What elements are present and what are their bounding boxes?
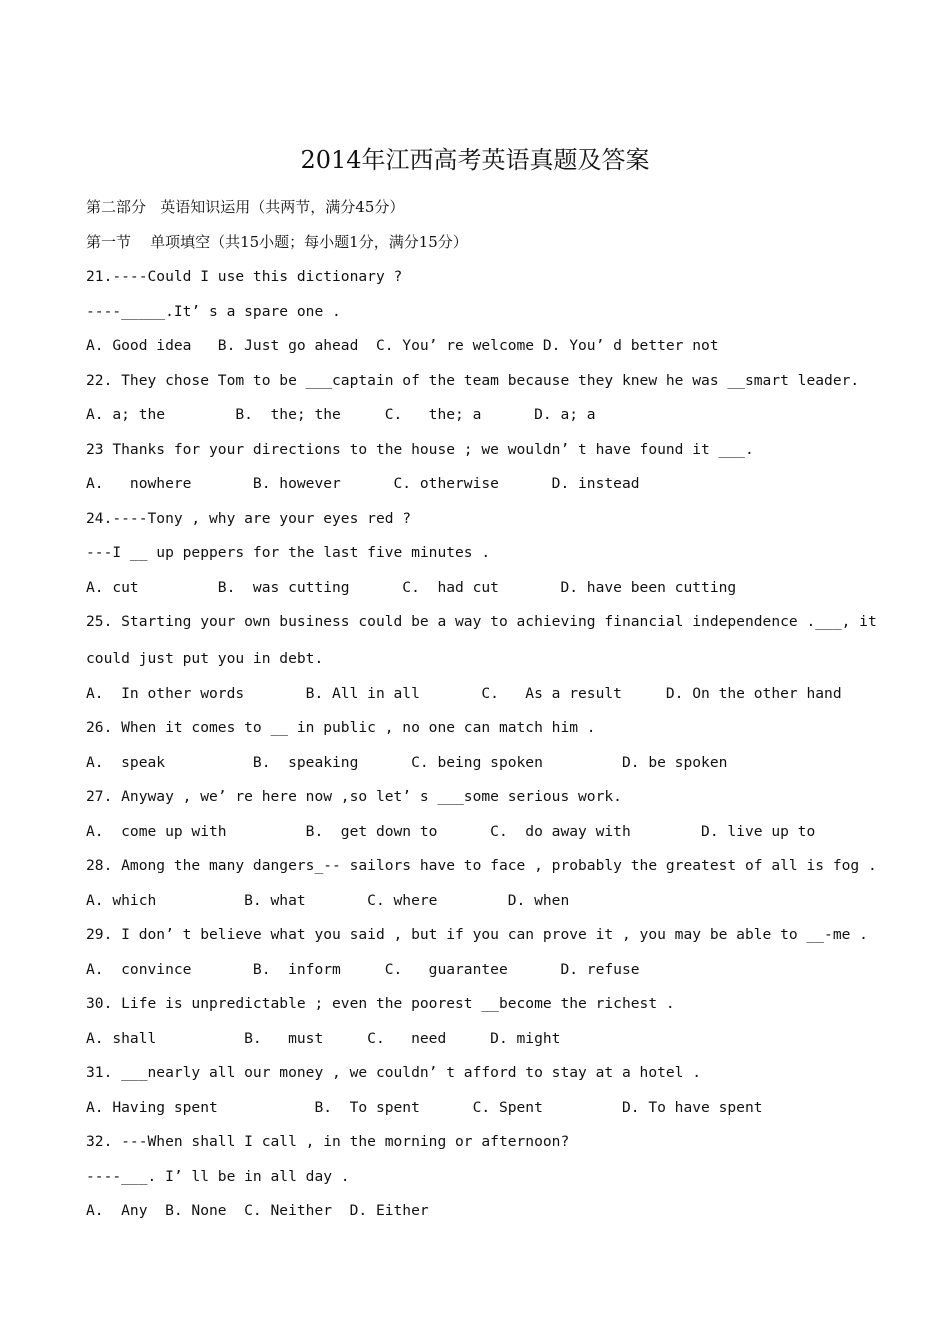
question-28-options: A. which B. what C. where D. when [86,892,570,909]
document-title: 2014年江西高考英语真题及答案 [300,146,650,174]
question-32-reply: ----___. I’ ll be in all day . [86,1168,350,1185]
question-21-stem: 21.----Could I use this dictionary ? [86,268,403,285]
question-25-options: A. In other words B. All in all C. As a result D. On the other hand [86,685,842,702]
question-32-stem: 32. ---When shall I call , in the morning or afternoon? [86,1133,570,1150]
question-21-options: A. Good idea B. Just go ahead C. You’ re welcome D. You’ d better not [86,337,719,354]
question-27-stem: 27. Anyway , we’ re here now ,so let’ s ___some serious work. [86,788,622,805]
section-heading: 第二部分 英语知识运用（共两节，满分45分） [86,198,405,216]
question-26-options: A. speak B. speaking C. being spoken D. be spoken [86,754,728,771]
question-31-stem: 31. ___nearly all our money , we couldn’ t afford to stay at a hotel . [86,1064,702,1081]
question-24-options: A. cut B. was cutting C. had cut D. have been cutting [86,579,737,596]
question-24-stem: 24.----Tony , why are your eyes red ? [86,510,412,527]
question-28-stem: 28. Among the many dangers_-- sailors have to face , probably the greatest of all is fog . [86,857,877,874]
question-22-options: A. a; the B. the; the C. the; a D. a; a [86,406,596,423]
subsection-heading: 第一节 单项填空（共15小题；每小题1分，满分15分） [86,233,468,251]
question-26-stem: 26. When it comes to __ in public , no one can match him . [86,719,596,736]
question-24-reply: ---I __ up peppers for the last five minutes . [86,544,491,561]
question-21-reply: ----_____.It’ s a spare one . [86,303,341,320]
question-25-stem: 25. Starting your own business could be a way to achieving financial independence .___, it [86,613,877,630]
question-29-options: A. convince B. inform C. guarantee D. refuse [86,961,640,978]
question-22-stem: 22. They chose Tom to be ___captain of the team because they knew he was __smart leader. [86,372,860,389]
question-32-options: A. Any B. None C. Neither D. Either [86,1202,429,1219]
question-23-stem: 23 Thanks for your directions to the house ; we wouldn’ t have found it ___. [86,441,754,458]
question-31-options: A. Having spent B. To spent C. Spent D. To have spent [86,1099,763,1116]
question-30-stem: 30. Life is unpredictable ; even the poorest __become the richest . [86,995,675,1012]
question-23-options: A. nowhere B. however C. otherwise D. instead [86,475,640,492]
question-27-options: A. come up with B. get down to C. do away with D. live up to [86,823,816,840]
question-30-options: A. shall B. must C. need D. might [86,1030,561,1047]
question-29-stem: 29. I don’ t believe what you said , but if you can prove it , you may be able to __-me . [86,926,868,943]
question-25-stem-continued: could just put you in debt. [86,650,324,667]
